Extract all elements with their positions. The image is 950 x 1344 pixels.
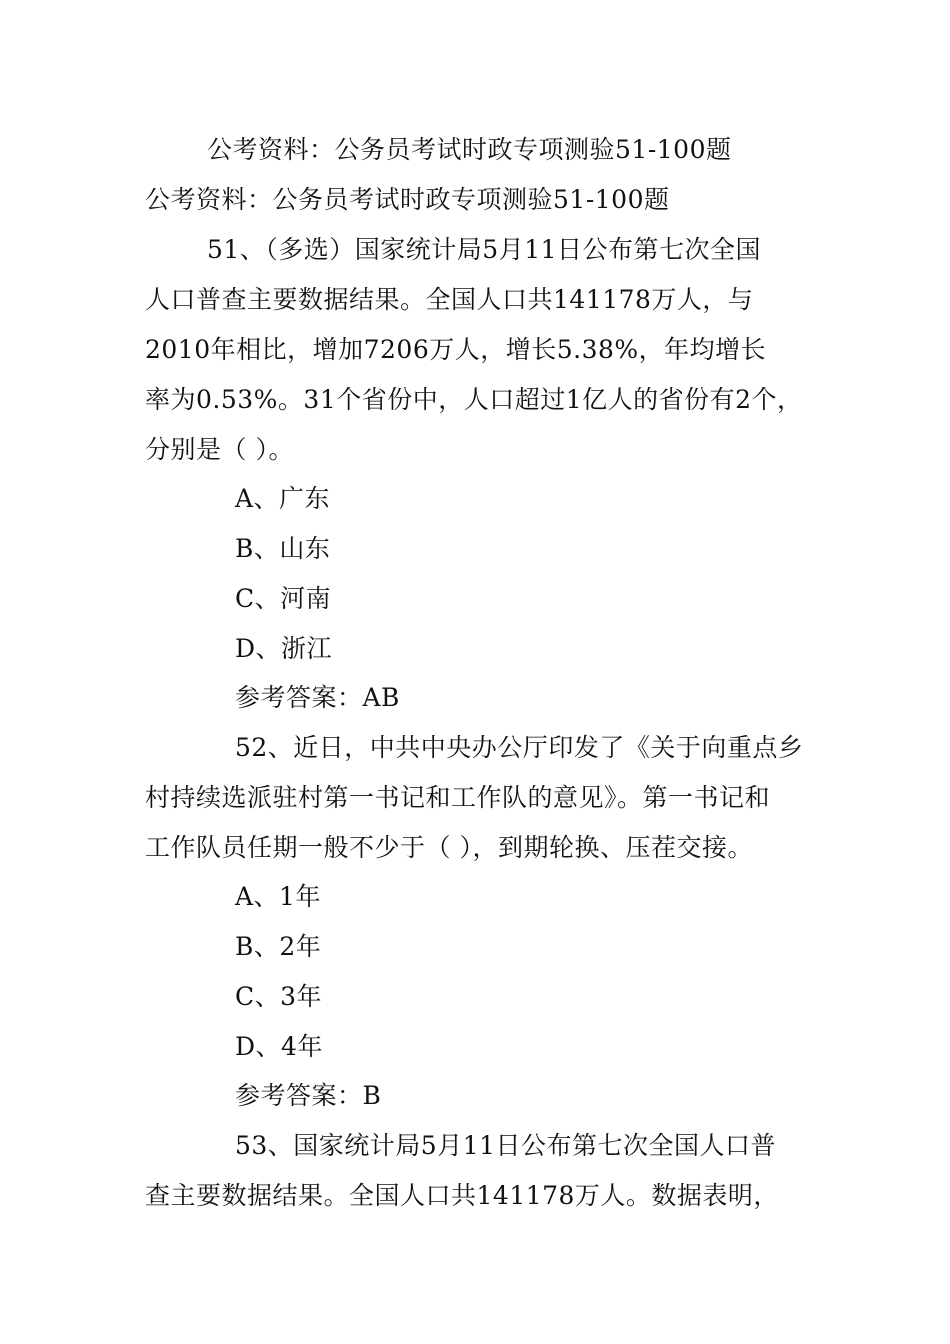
document-title-centered: 公考资料：公务员考试时政专项测验51-100题	[207, 135, 732, 164]
q51-line-3: 2010年相比，增加7206万人，增长5.38%，年均增长	[145, 335, 767, 364]
q52-line-2: 村持续选派驻村第一书记和工作队的意见》。第一书记和	[145, 783, 771, 812]
q53-line-1: 53、国家统计局5月11日公布第七次全国人口普	[235, 1131, 777, 1160]
document-title: 公考资料：公务员考试时政专项测验51-100题	[145, 185, 670, 214]
q52-option-d: D、4年	[235, 1032, 323, 1061]
q51-line-2: 人口普查主要数据结果。全国人口共141178万人，与	[145, 285, 754, 314]
q51-answer: 参考答案：AB	[235, 683, 400, 712]
q51-line-1: 51、（多选）国家统计局5月11日公布第七次全国	[207, 235, 762, 264]
q51-line-4: 率为0.53%。31个省份中，人口超过1亿人的省份有2个，	[145, 385, 803, 414]
q51-line-5: 分别是（ ）。	[145, 435, 294, 464]
q52-line-3: 工作队员任期一般不少于（ ），到期轮换、压茬交接。	[145, 833, 753, 862]
q52-option-b: B、2年	[235, 932, 322, 961]
q51-option-b: B、山东	[235, 534, 331, 563]
q52-option-a: A、1年	[235, 882, 321, 911]
q51-option-d: D、浙江	[235, 634, 333, 663]
q52-line-1: 52、近日，中共中央办公厅印发了《关于向重点乡	[235, 733, 804, 762]
q52-option-c: C、3年	[235, 982, 323, 1011]
q53-line-2: 查主要数据结果。全国人口共141178万人。数据表明，	[145, 1181, 779, 1210]
q51-option-a: A、广东	[235, 484, 331, 513]
q52-answer: 参考答案：B	[235, 1081, 382, 1110]
q51-option-c: C、河南	[235, 584, 332, 613]
